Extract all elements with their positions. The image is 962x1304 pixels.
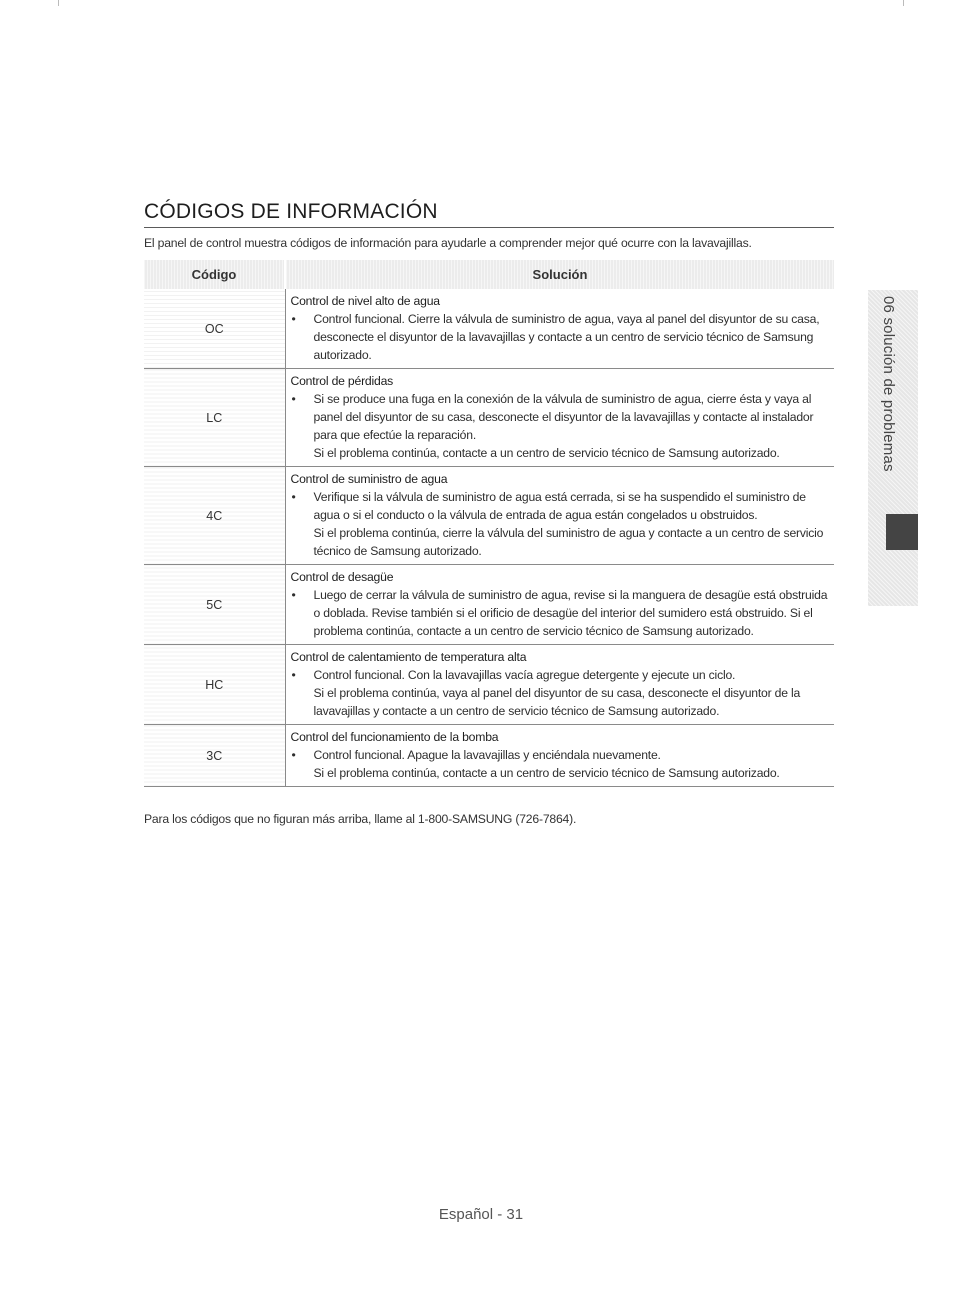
error-code: 5C bbox=[144, 565, 285, 645]
solution-line: Verifique si la válvula de suministro de agua está cerrada, si se ha suspendido el suministro de agua o si el conducto o la válvula de entrada de agua están congelados u obstruidos. bbox=[313, 490, 806, 522]
page-number: Español - 31 bbox=[438, 1206, 524, 1223]
bullet-icon: • bbox=[291, 312, 296, 326]
solution-line: Control funcional. Apague la lavavajillas y enciéndala nuevamente. bbox=[313, 748, 661, 762]
error-code: 4C bbox=[144, 467, 285, 565]
solution-title: Control de suministro de agua bbox=[290, 472, 448, 486]
header-code: Código bbox=[144, 260, 285, 289]
solution-body bbox=[291, 666, 831, 720]
solution-title: Control del funcionamiento de la bomba bbox=[290, 730, 499, 744]
chapter-tab-label: 06 solución de problemas bbox=[880, 296, 897, 472]
chapter-side-tab bbox=[868, 290, 918, 606]
header-solution: Solución bbox=[285, 260, 834, 289]
solution-body bbox=[291, 746, 831, 782]
table-header-row bbox=[144, 260, 834, 289]
error-code: LC bbox=[144, 369, 285, 467]
solution-cell bbox=[285, 645, 834, 725]
solution-title: Control de nivel alto de agua bbox=[290, 294, 440, 308]
solution-cell bbox=[285, 369, 834, 467]
bullet-icon: • bbox=[291, 588, 296, 602]
solution-body bbox=[291, 488, 831, 560]
solution-cell bbox=[285, 289, 834, 369]
table-row bbox=[144, 289, 834, 369]
table-body bbox=[144, 289, 834, 787]
solution-cell bbox=[285, 467, 834, 565]
solution-line: Si el problema continúa, contacte a un centro de servicio técnico de Samsung autorizado. bbox=[313, 446, 780, 460]
error-code: 3C bbox=[144, 725, 285, 787]
chapter-marker-block bbox=[886, 514, 918, 550]
error-code: OC bbox=[144, 289, 285, 369]
table-row bbox=[144, 645, 834, 725]
crop-mark-right bbox=[903, 0, 904, 6]
page-title: CÓDIGOS DE INFORMACIÓN bbox=[144, 200, 834, 228]
info-codes-table bbox=[144, 260, 834, 787]
crop-mark-left bbox=[58, 0, 59, 6]
solution-body bbox=[291, 390, 831, 462]
solution-line: Si se produce una fuga en la conexión de la válvula de suministro de agua, cierre ésta y vaya al panel del disyuntor de su casa, desconecte el disyuntor de la lavavajillas y contacte al instalador para que efectúe la reparación. bbox=[313, 392, 814, 442]
solution-line: Control funcional. Cierre la válvula de suministro de agua, vaya al panel del disyuntor de su casa, desconecte el disyuntor de la lavavajillas y contacte a un centro de servicio técnico de Samsung autorizado. bbox=[313, 312, 820, 362]
solution-line: Si el problema continúa, vaya al panel del disyuntor de su casa, desconecte el disyuntor de la lavavajillas y contacte a un centro de servicio técnico de Samsung autorizado. bbox=[313, 686, 801, 718]
solution-cell bbox=[285, 725, 834, 787]
solution-line: Control funcional. Con la lavavajillas vacía agregue detergente y ejecute un ciclo. bbox=[313, 668, 736, 682]
bullet-icon: • bbox=[291, 490, 296, 504]
solution-cell bbox=[285, 565, 834, 645]
solution-line: Luego de cerrar la válvula de suministro de agua, revise si la manguera de desagüe está obstruida o doblada. Revise también si el orificio de desagüe del interior del sumidero está obstruido. Si el problema continúa, contacte a un centro de servicio técnico de Samsung autorizado. bbox=[313, 588, 828, 638]
table-row bbox=[144, 725, 834, 787]
solution-line: Si el problema continúa, contacte a un centro de servicio técnico de Samsung autorizado. bbox=[313, 766, 780, 780]
solution-body bbox=[291, 586, 831, 640]
footnote: Para los códigos que no figuran más arriba, llame al 1-800-SAMSUNG (726-7864). bbox=[144, 812, 577, 826]
table-row bbox=[144, 565, 834, 645]
bullet-icon: • bbox=[291, 392, 296, 406]
intro-text: El panel de control muestra códigos de información para ayudarle a comprender mejor qué ocurre con la lavavajillas. bbox=[144, 236, 752, 250]
error-code: HC bbox=[144, 645, 285, 725]
solution-title: Control de desagüe bbox=[290, 570, 394, 584]
solution-title: Control de pérdidas bbox=[290, 374, 394, 388]
solution-body bbox=[291, 310, 831, 364]
solution-title: Control de calentamiento de temperatura alta bbox=[290, 650, 527, 664]
bullet-icon: • bbox=[291, 748, 296, 762]
bullet-icon: • bbox=[291, 668, 296, 682]
table-row bbox=[144, 369, 834, 467]
solution-line: Si el problema continúa, cierre la válvula del suministro de agua y contacte a un centro de servicio técnico de Samsung autorizado. bbox=[313, 526, 824, 558]
table-row bbox=[144, 467, 834, 565]
